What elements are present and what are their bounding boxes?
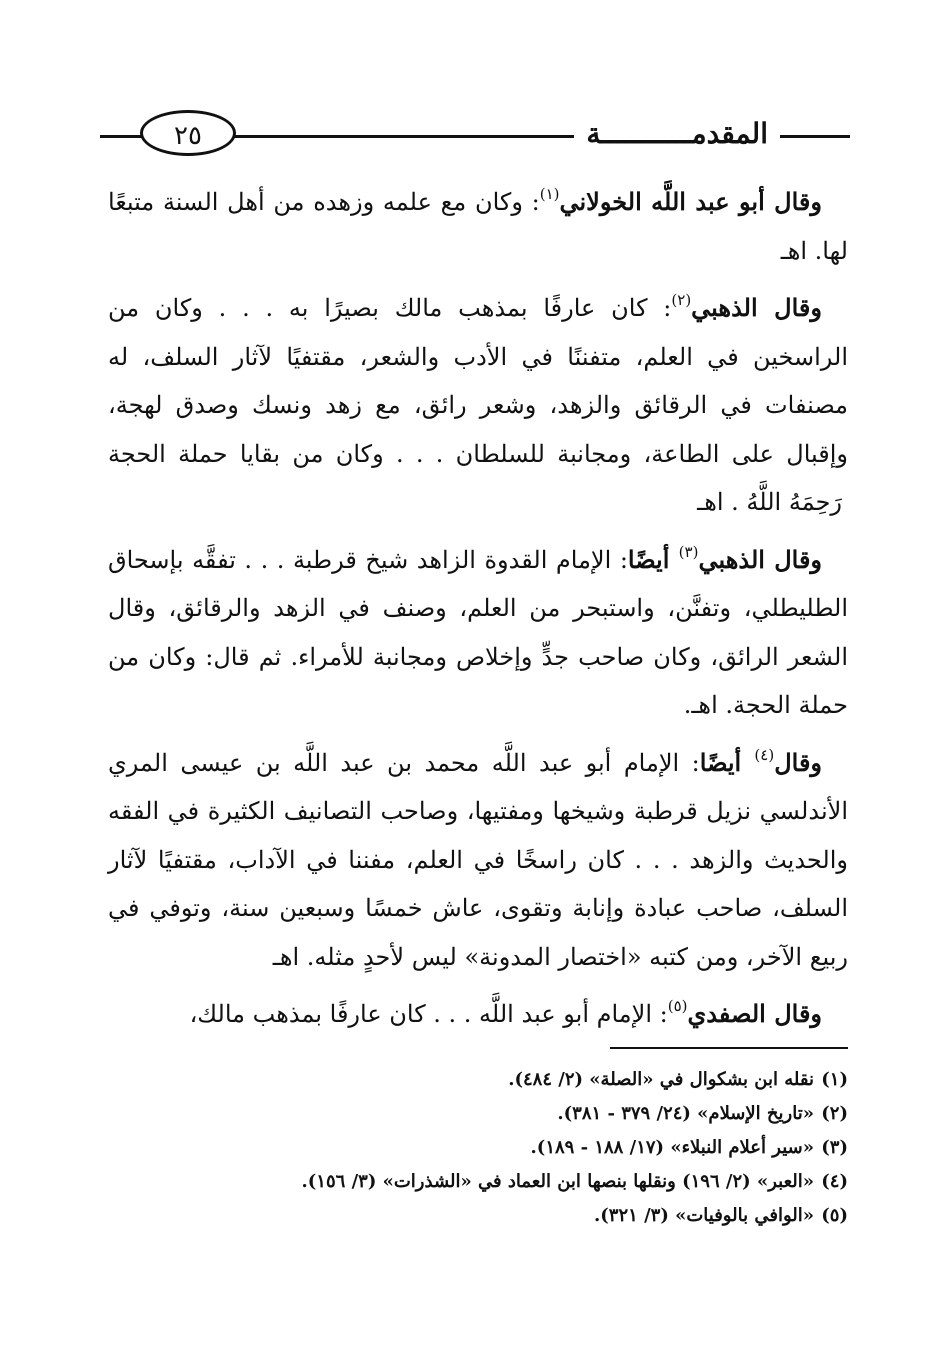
- rahimahullah-text: رَحِمَهُ اللَّهُ . اهـ: [697, 488, 842, 516]
- footnote-text: «الوافي بالوفيات» (٣/ ٣٢١).: [593, 1205, 814, 1226]
- speaker-also: أيضًا: [627, 544, 679, 574]
- footnote-number: (٣): [821, 1137, 848, 1158]
- footnote-item: [108, 1063, 848, 1097]
- footnote-item: [108, 1097, 848, 1131]
- footnote-number: (٢): [821, 1103, 848, 1124]
- footnote-number: (٥): [821, 1205, 848, 1226]
- footnote-item: [108, 1199, 848, 1233]
- page-header: [100, 108, 850, 162]
- footnote-item: [108, 1165, 848, 1199]
- chapter-title: المقدمـــــــــــة: [574, 112, 780, 156]
- speaker-also: أيضًا: [699, 747, 755, 777]
- footnote-item: [108, 1131, 848, 1165]
- footnote-text: «العبر» (٢/ ١٩٦) ونقلها بنصها ابن العماد في «الشذرات» (٣/ ١٥٦).: [301, 1171, 814, 1192]
- footnote-separator: [610, 1047, 848, 1049]
- speaker: وقال: [774, 747, 823, 777]
- footnote-ref: (٣): [678, 542, 699, 561]
- footnote-ref: (٤): [754, 745, 775, 764]
- paragraph-text: : وكان مع علمه وزهده من أهل السنة متبعًا لها. اهـ: [108, 188, 848, 265]
- paragraph-dhahabi-2: [108, 536, 848, 730]
- speaker: وقال الصفدي: [687, 999, 822, 1028]
- speaker: وقال الذهبي: [698, 544, 823, 574]
- footnotes: [108, 1063, 848, 1233]
- paragraph-text: : الإمام أبو عبد اللَّه . . . كان عارفًا بمذهب مالك،: [189, 1000, 668, 1028]
- footnote-text: «تاريخ الإسلام» (٢٤/ ٣٧٩ - ٣٨١).: [557, 1103, 814, 1124]
- footnote-number: (١): [821, 1069, 848, 1090]
- speaker: وقال أبو عبد اللَّه الخولاني: [559, 187, 822, 216]
- footnote-ref: (١): [539, 185, 560, 203]
- speaker: وقال الذهبي: [691, 293, 822, 322]
- paragraph-text: : الإمام القدوة الزاهد شيخ قرطبة . . . تفقَّه بإسحاق الطليطلي، وتفنَّن، واستبحر من العلم، وصنف في الزهد والرقائق، وقال الشعر الرائق، وكان صاحب جدٍّ وإخلاص ومجانبة للأمراء. ثم قال: وكان من حملة الحجة. اهـ.: [108, 545, 848, 719]
- paragraph-khawlani: [108, 178, 848, 275]
- paragraph-dhahabi-1: [108, 284, 848, 527]
- footnote-ref: (٥): [667, 997, 688, 1015]
- paragraph-also: [108, 739, 848, 982]
- footnote-text: «سير أعلام النبلاء» (١٧/ ١٨٨ - ١٨٩).: [530, 1137, 814, 1158]
- main-text: [108, 178, 848, 1048]
- page-number: ٢٥: [140, 110, 236, 156]
- footnote-number: (٤): [821, 1171, 848, 1192]
- paragraph-safadi: [108, 990, 848, 1039]
- footnote-text: نقله ابن بشكوال في «الصلة» (٢/ ٤٨٤).: [508, 1069, 814, 1090]
- paragraph-text: : كان عارفًا بمذهب مالك بصيرًا به . . . وكان من الراسخين في العلم، متفننًا في الأدب والشعر، مقتفيًا لآثار السلف، له مصنفات في الرقائق والزهد، وشعر رائق، مع زهد ونسك وصدق لهجة، وإقبال على الطاعة، ومجانبة للسلطان . . . وكان من بقايا حملة الحجة: [108, 294, 848, 468]
- paragraph-text: : الإمام أبو عبد اللَّه محمد بن عبد اللَّه بن عيسى المري الأندلسي نزيل قرطبة وشيخها ومفتيها، وصاحب التصانيف الكثيرة في الفقه والحديث والزهد . . . كان راسخًا في العلم، مفننا في الآداب، مقتفيًا لآثار السلف، صاحب عبادة وإنابة وتقوى، عاش خمسًا وسبعين سنة، وتوفي في ربيع الآخر، ومن كتبه «اختصار المدونة» ليس لأحدٍ مثله. اهـ: [108, 748, 848, 971]
- footnote-ref: (٢): [671, 291, 692, 309]
